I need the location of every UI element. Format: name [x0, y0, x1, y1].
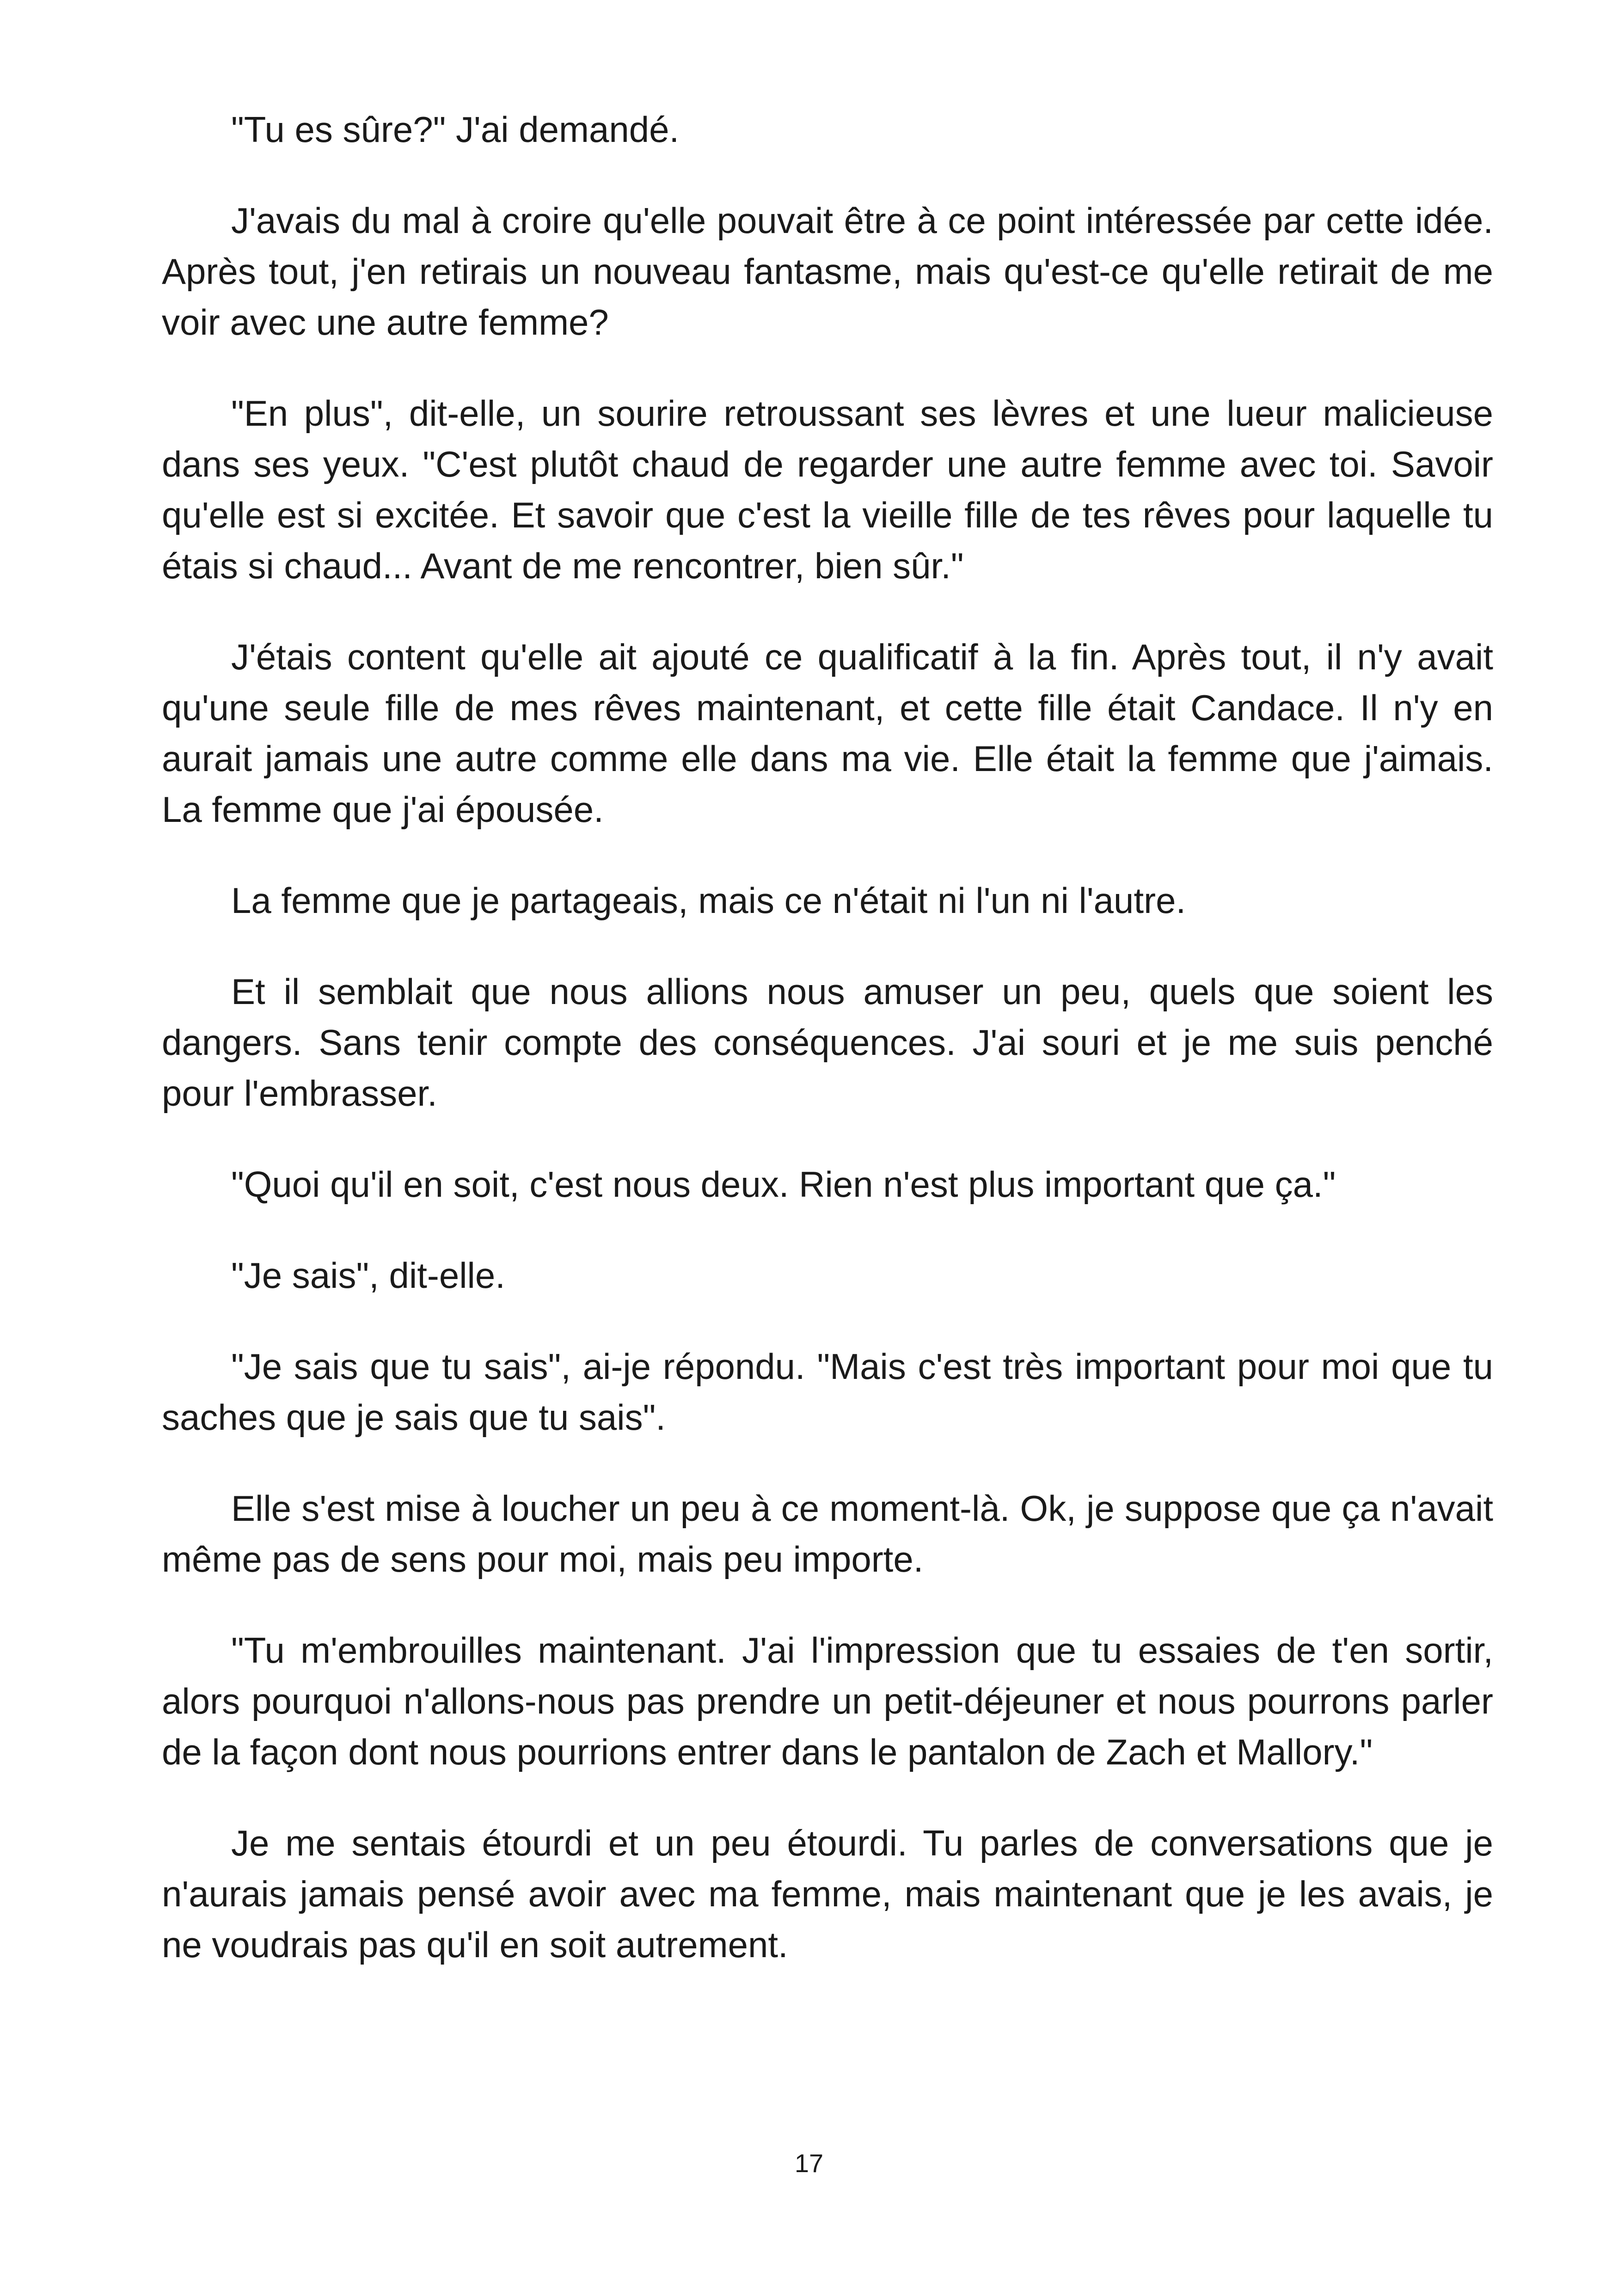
paragraph: "Je sais que tu sais", ai-je répondu. "Mais c'est très important pour moi que tu saches que je sais que tu sais".: [162, 1346, 1493, 1438]
paragraph: La femme que je partageais, mais ce n'était ni l'un ni l'autre.: [231, 880, 1186, 921]
body-text: [162, 104, 1493, 2010]
paragraph: "Tu m'embrouilles maintenant. J'ai l'impression que tu essaies de t'en sortir, alors pourquoi n'allons-nous pas prendre un petit-déjeuner et nous pourrons parler de la façon dont nous pourrions entrer dans le pantalon de Zach et Mallory.": [162, 1630, 1493, 1772]
paragraph: J'étais content qu'elle ait ajouté ce qualificatif à la fin. Après tout, il n'y avait qu'une seule fille de mes rêves maintenant, et cette fille était Candace. Il n'y en aurait jamais une autre comme elle dans ma vie. Elle était la femme que j'aimais. La femme que j'ai épousée.: [162, 637, 1493, 830]
paragraph: "Je sais", dit-elle.: [231, 1255, 505, 1296]
paragraph: "Quoi qu'il en soit, c'est nous deux. Rien n'est plus important que ça.": [231, 1164, 1336, 1205]
paragraph: Et il semblait que nous allions nous amuser un peu, quels que soient les dangers. Sans tenir compte des conséquences. J'ai souri et je me suis penché pour l'embrasser.: [162, 971, 1493, 1114]
paragraph: Elle s'est mise à loucher un peu à ce moment-là. Ok, je suppose que ça n'avait même pas de sens pour moi, mais peu importe.: [162, 1488, 1493, 1580]
paragraph: J'avais du mal à croire qu'elle pouvait être à ce point intéressée par cette idée. Après tout, j'en retirais un nouveau fantasme, mais qu'est-ce qu'elle retirait de me voir avec une autre femme?: [162, 200, 1493, 343]
paragraph: "En plus", dit-elle, un sourire retroussant ses lèvres et une lueur malicieuse dans ses yeux. "C'est plutôt chaud de regarder une autre femme avec toi. Savoir qu'elle est si excitée. Et savoir que c'est la vieille fille de tes rêves pour laquelle tu étais si chaud... Avant de me rencontrer, bien sûr.": [162, 393, 1493, 586]
paragraph: "Tu es sûre?" J'ai demandé.: [231, 109, 680, 150]
page-number: 17: [794, 2149, 824, 2178]
paragraph: Je me sentais étourdi et un peu étourdi. Tu parles de conversations que je n'aurais jamais pensé avoir avec ma femme, mais maintenant que je les avais, je ne voudrais pas qu'il en soit autrement.: [162, 1823, 1493, 1965]
